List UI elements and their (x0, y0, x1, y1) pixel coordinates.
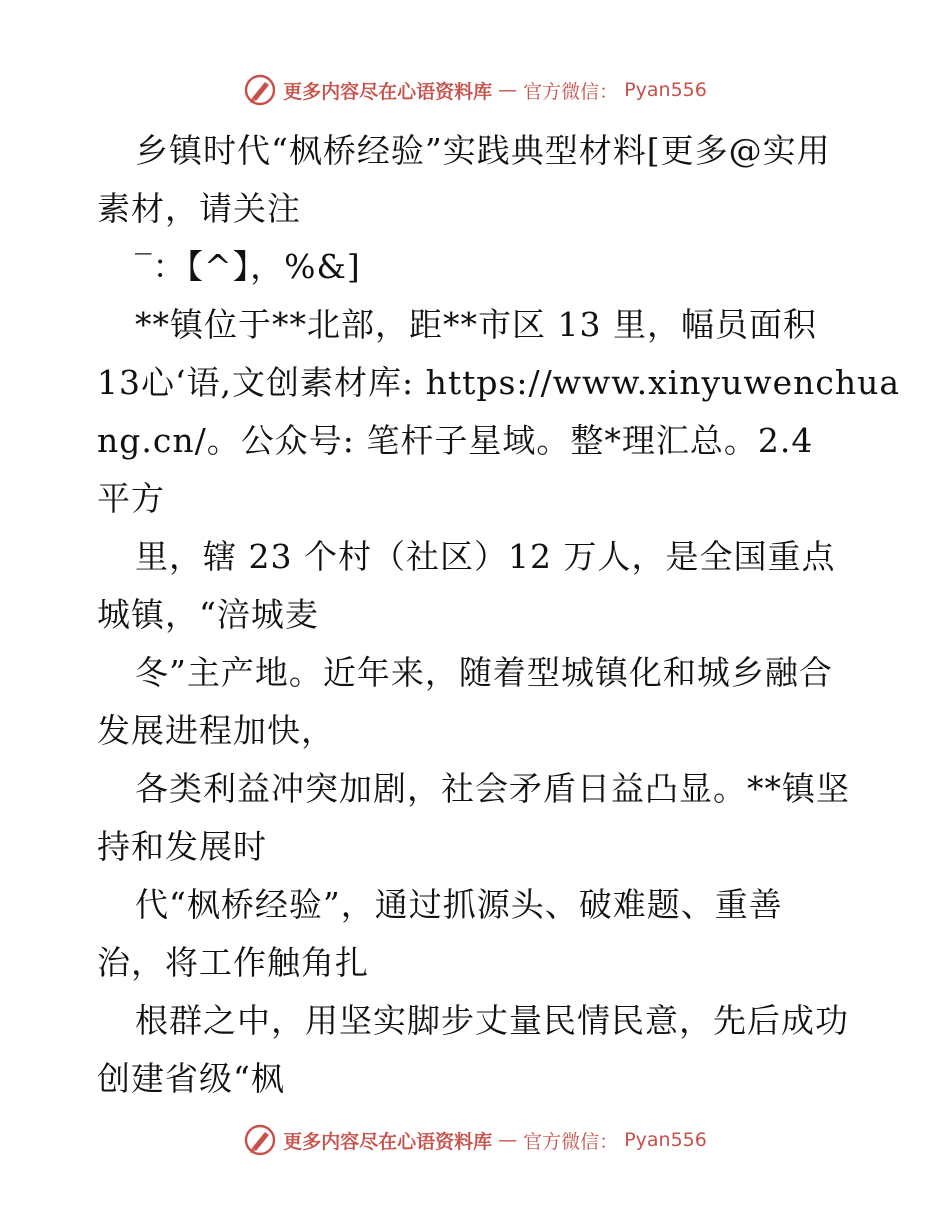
footer-banner-separator: — (498, 1129, 518, 1151)
footer-wechat-handle: Pyan556 (624, 1129, 707, 1151)
header-wechat-handle: Pyan556 (624, 79, 707, 101)
text-line: **镇位于**北部，距**市区 13 里，幅员面积 (135, 305, 817, 344)
header-banner-separator: — (498, 79, 518, 101)
text-line: ng.cn/。公众号: 笔杆子星域。整*理汇总。2.4 (97, 421, 814, 460)
text-line: 发展进程加快， (97, 711, 335, 750)
header-banner (0, 70, 950, 110)
text-line: 代“枫桥经验”，通过抓源头、破难题、重善 (135, 885, 783, 924)
header-banner-text: 更多内容尽在心语资料库 (283, 80, 493, 103)
text-line: 治，将工作触角扎 (97, 943, 369, 982)
pen-logo-icon (243, 1123, 277, 1157)
text-line: 素材，请关注 (97, 189, 301, 228)
footer-wechat-label: 官方微信： (523, 1130, 619, 1153)
text-line: 根群之中，用坚实脚步丈量民情民意，先后成功 (135, 1001, 849, 1040)
footer-banner-text: 更多内容尽在心语资料库 (283, 1130, 493, 1153)
header-wechat-label: 官方微信： (523, 80, 619, 103)
text-line: 里，辖 23 个村（社区）12 万人，是全国重点 (135, 537, 836, 576)
text-line: ‾：【^】，%&] (135, 247, 361, 286)
pen-logo-icon (243, 73, 277, 107)
text-line: 乡镇时代“枫桥经验”实践典型材料[更多@实用 (135, 131, 831, 170)
text-line: 城镇，“涪城麦 (97, 595, 319, 634)
text-line: 平方 (97, 479, 165, 518)
text-line: 持和发展时 (97, 827, 267, 866)
text-line: 冬”主产地。近年来，随着型城镇化和城乡融合 (135, 653, 833, 692)
text-line: 各类利益冲突加剧，社会矛盾日益凸显。**镇坚 (135, 769, 850, 808)
footer-banner (0, 1120, 950, 1160)
text-line: 13心‘语,文创素材库: https://www.xinyuwenchua (97, 363, 901, 402)
text-line: 创建省级“枫 (97, 1059, 285, 1098)
document-body (97, 122, 901, 1108)
